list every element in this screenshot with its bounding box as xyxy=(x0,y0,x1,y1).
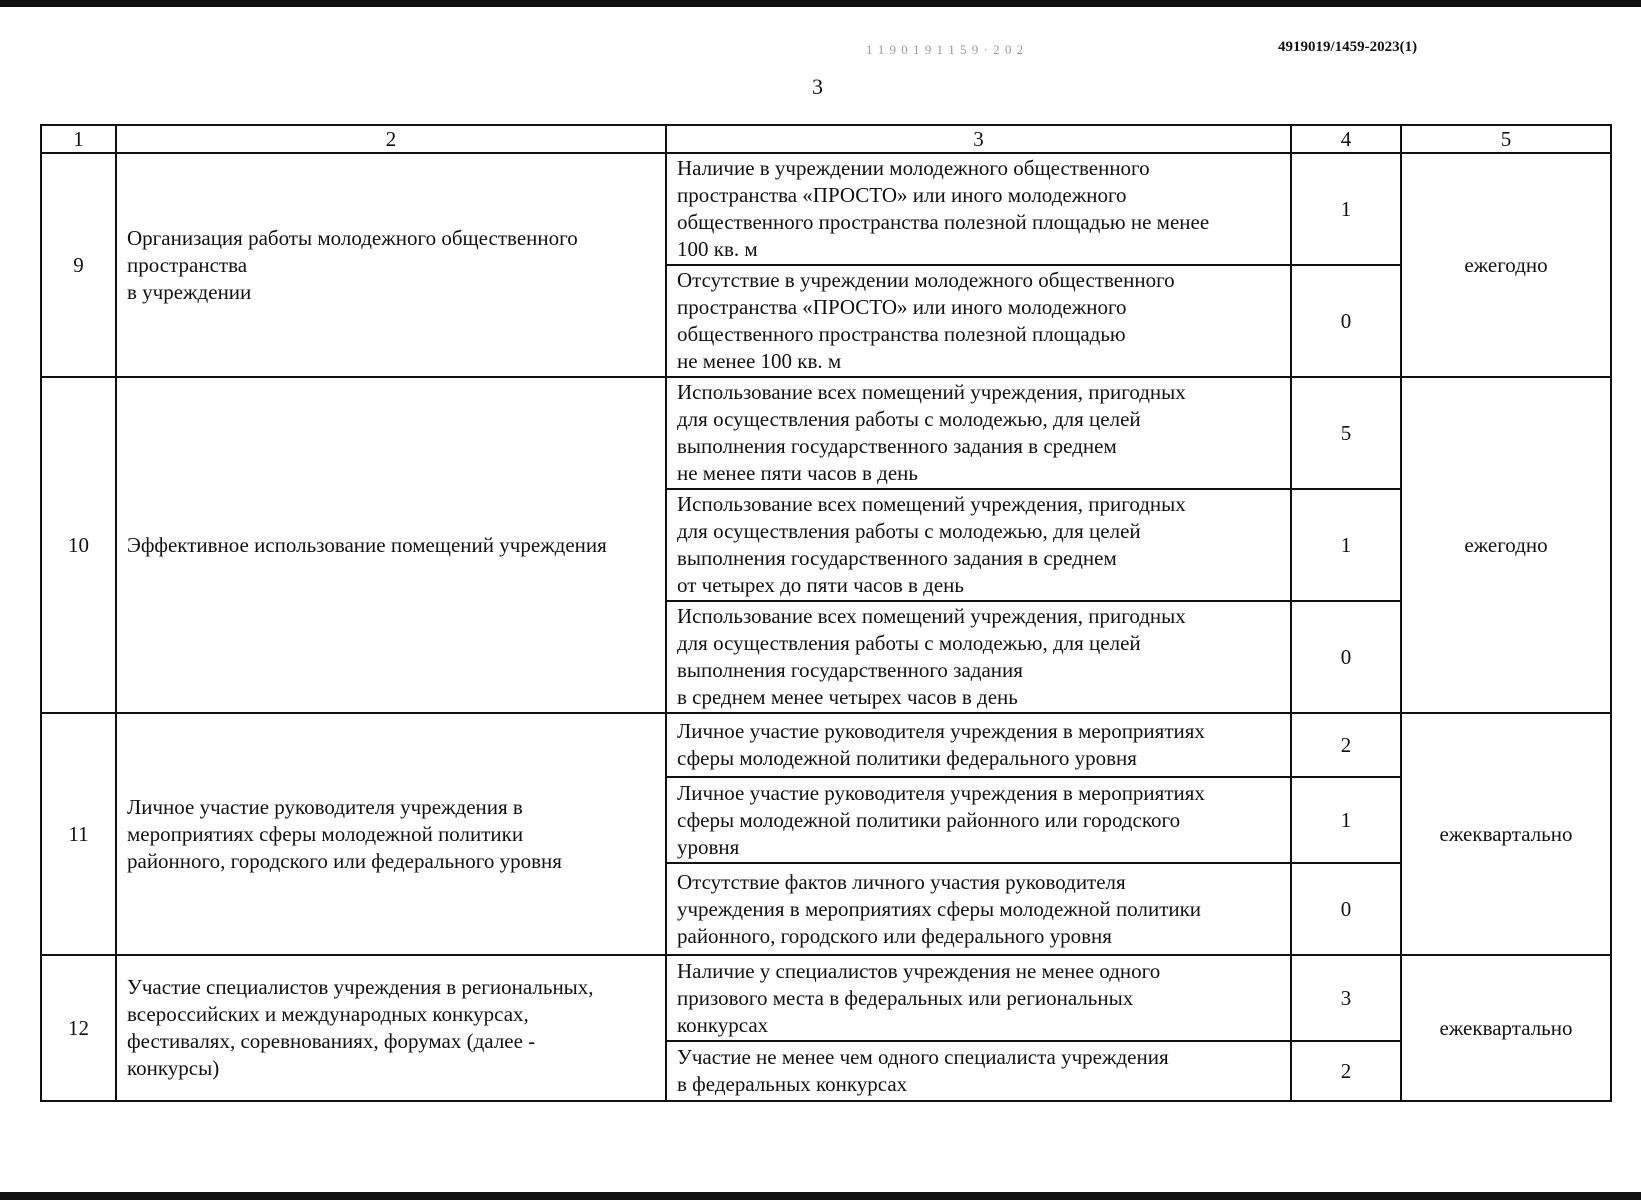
criterion-text: Участие не менее чем одного специалиста учреждения в федеральных конкурсах xyxy=(666,1041,1291,1101)
criterion-text: Отсутствие фактов личного участия руководителя учреждения в мероприятиях сферы молодежной политики районного, городского или федерального уровня xyxy=(666,863,1291,955)
scan-bottom-border xyxy=(0,1192,1641,1200)
indicator-description: Организация работы молодежного общественного пространства в учреждении xyxy=(116,153,666,377)
table-header-row xyxy=(41,125,1611,153)
row-number: 10 xyxy=(41,377,116,713)
indicator-description: Личное участие руководителя учреждения в мероприятиях сферы молодежной политики районного, городского или федерального уровня xyxy=(116,713,666,955)
row-number: 12 xyxy=(41,955,116,1101)
column-header-2: 2 xyxy=(116,125,666,153)
periodicity: ежеквартально xyxy=(1401,955,1611,1101)
criterion-text: Использование всех помещений учреждения, пригодных для осуществления работы с молодежью, для целей выполнения государственного задания в среднем от четырех до пяти часов в день xyxy=(666,489,1291,601)
criterion-score: 2 xyxy=(1291,713,1401,777)
document-number: 4919019/1459-2023(1) xyxy=(1278,39,1418,55)
criterion-score: 1 xyxy=(1291,153,1401,265)
criterion-text: Наличие в учреждении молодежного общественного пространства «ПРОСТО» или иного молодежного общественного пространства полезной площадью не менее 100 кв. м xyxy=(666,153,1291,265)
row-number: 9 xyxy=(41,153,116,377)
column-header-4: 4 xyxy=(1291,125,1401,153)
row-number: 11 xyxy=(41,713,116,955)
periodicity: ежегодно xyxy=(1401,153,1611,377)
criterion-score: 1 xyxy=(1291,777,1401,863)
criterion-score: 0 xyxy=(1291,863,1401,955)
table-row xyxy=(41,713,1611,777)
table-row xyxy=(41,153,1611,265)
column-header-3: 3 xyxy=(666,125,1291,153)
column-header-1: 1 xyxy=(41,125,116,153)
page-number: 3 xyxy=(812,74,823,99)
indicator-description: Эффективное использование помещений учреждения xyxy=(116,377,666,713)
criterion-score: 5 xyxy=(1291,377,1401,489)
criterion-score: 3 xyxy=(1291,955,1401,1041)
table-row xyxy=(41,377,1611,489)
criterion-text: Отсутствие в учреждении молодежного общественного пространства «ПРОСТО» или иного молодежного общественного пространства полезной площадью не менее 100 кв. м xyxy=(666,265,1291,377)
criterion-score: 1 xyxy=(1291,489,1401,601)
criterion-text: Использование всех помещений учреждения, пригодных для осуществления работы с молодежью, для целей выполнения государственного задания в среднем менее четырех часов в день xyxy=(666,601,1291,713)
periodicity: ежегодно xyxy=(1401,377,1611,713)
column-header-5: 5 xyxy=(1401,125,1611,153)
criterion-text: Использование всех помещений учреждения, пригодных для осуществления работы с молодежью, для целей выполнения государственного задания в среднем не менее пяти часов в день xyxy=(666,377,1291,489)
indicator-description: Участие специалистов учреждения в региональных, всероссийских и международных конкурсах, фестивалях, соревнованиях, форумах (далее - конкурсы) xyxy=(116,955,666,1101)
criterion-score: 0 xyxy=(1291,601,1401,713)
criterion-text: Личное участие руководителя учреждения в мероприятиях сферы молодежной политики федерального уровня xyxy=(666,713,1291,777)
faint-scan-mark: 1 1 9 0 1 9 1 1 5 9 · 2 0 2 xyxy=(866,42,1025,57)
criterion-score: 2 xyxy=(1291,1041,1401,1101)
criteria-table xyxy=(40,124,1612,1102)
periodicity: ежеквартально xyxy=(1401,713,1611,955)
criterion-text: Личное участие руководителя учреждения в мероприятиях сферы молодежной политики районного или городского уровня xyxy=(666,777,1291,863)
scan-top-border xyxy=(0,0,1641,7)
criterion-text: Наличие у специалистов учреждения не менее одного призового места в федеральных или региональных конкурсах xyxy=(666,955,1291,1041)
criterion-score: 0 xyxy=(1291,265,1401,377)
table-row xyxy=(41,955,1611,1041)
